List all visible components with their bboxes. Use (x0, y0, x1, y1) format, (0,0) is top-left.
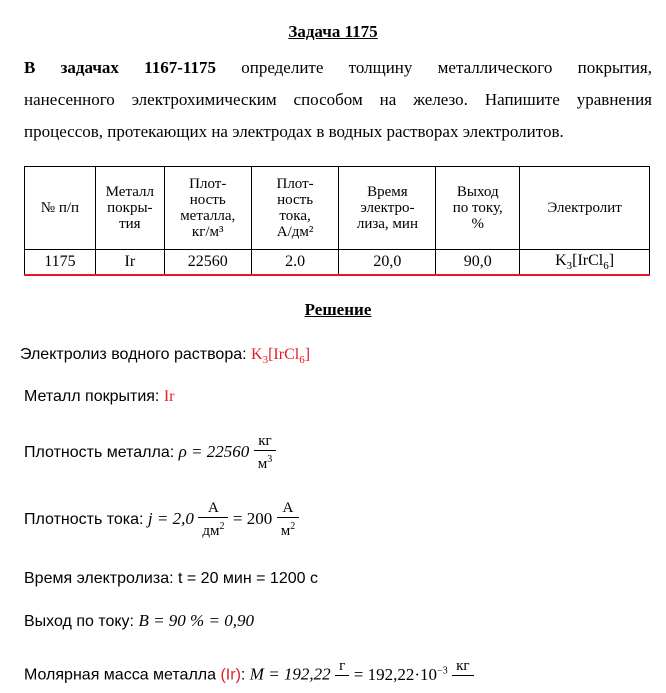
molar-mass-line: Молярная масса металла (Ir): M = 192,22 г = $192,22\cdot 10^{-3}$ кг (24, 658, 474, 693)
data-table (24, 166, 650, 275)
cell-yield: 90,0 (436, 250, 520, 275)
table-underline (24, 274, 650, 276)
header-electrolyte: Электролит (520, 167, 650, 250)
problem-statement (24, 52, 652, 148)
table-row (25, 250, 650, 275)
current-unit-m: $\frac{А}{м^2}$ (277, 500, 300, 540)
cell-electrolyte: $K_3[IrCl_6]$ (520, 250, 650, 275)
statement-line1: определите толщину металлического покрытия, (215, 58, 652, 77)
header-yield: Выход по току, % (436, 167, 520, 250)
time-line: Время электролиза: t = 20 мин = 1200 с (24, 570, 318, 587)
cell-metal: Ir (95, 250, 164, 275)
table-header-row (25, 167, 650, 250)
density-line: Плотность металла: ρ = 22560 $\frac{кг}{м^3}$ (24, 433, 276, 473)
solution-title: Решение (304, 300, 372, 319)
header-current-density: Плот- ность тока, А/дм² (251, 167, 339, 250)
header-time: Время электро- лиза, мин (339, 167, 436, 250)
electrolysis-line: Электролиз водного раствора: $K_3[IrCl_6]$ (20, 346, 311, 367)
density-unit: $\frac{кг}{м^3}$ (254, 433, 277, 473)
problem-title: Задача 1175 (288, 22, 378, 41)
cell-current-density: 2.0 (251, 250, 339, 275)
yield-line: Выход по току: B = 90 % = 0,90 (24, 611, 254, 630)
molar-unit-kg: кг (452, 658, 473, 693)
current-density-line: Плотность тока: j = 2,0 $\frac{А}{дм^2}$ = 200 $\frac{А}{м^2}$ (24, 500, 299, 540)
molar-unit-g: г (335, 658, 349, 693)
cell-time: 20,0 (339, 250, 436, 275)
header-metal: Металл покры- тия (95, 167, 164, 250)
metal-value: Ir (163, 388, 175, 405)
header-number: № п/п (25, 167, 96, 250)
statement-bold: В задачах 1167-1175 (24, 58, 216, 77)
cell-metal-density: 22560 (164, 250, 251, 275)
cell-number: 1175 (25, 250, 96, 275)
statement-line2: нанесенного электрохимическим способом на железо. Напишите уравнения (24, 90, 652, 109)
metal-line: Металл покрытия: Ir (24, 388, 175, 405)
current-unit-dm: $\frac{А}{дм^2}$ (198, 500, 228, 540)
statement-line3: процессов, протекающих на электродах в водных растворах электролитов. (24, 122, 564, 141)
header-metal-density: Плот- ность металла, кг/м³ (164, 167, 251, 250)
